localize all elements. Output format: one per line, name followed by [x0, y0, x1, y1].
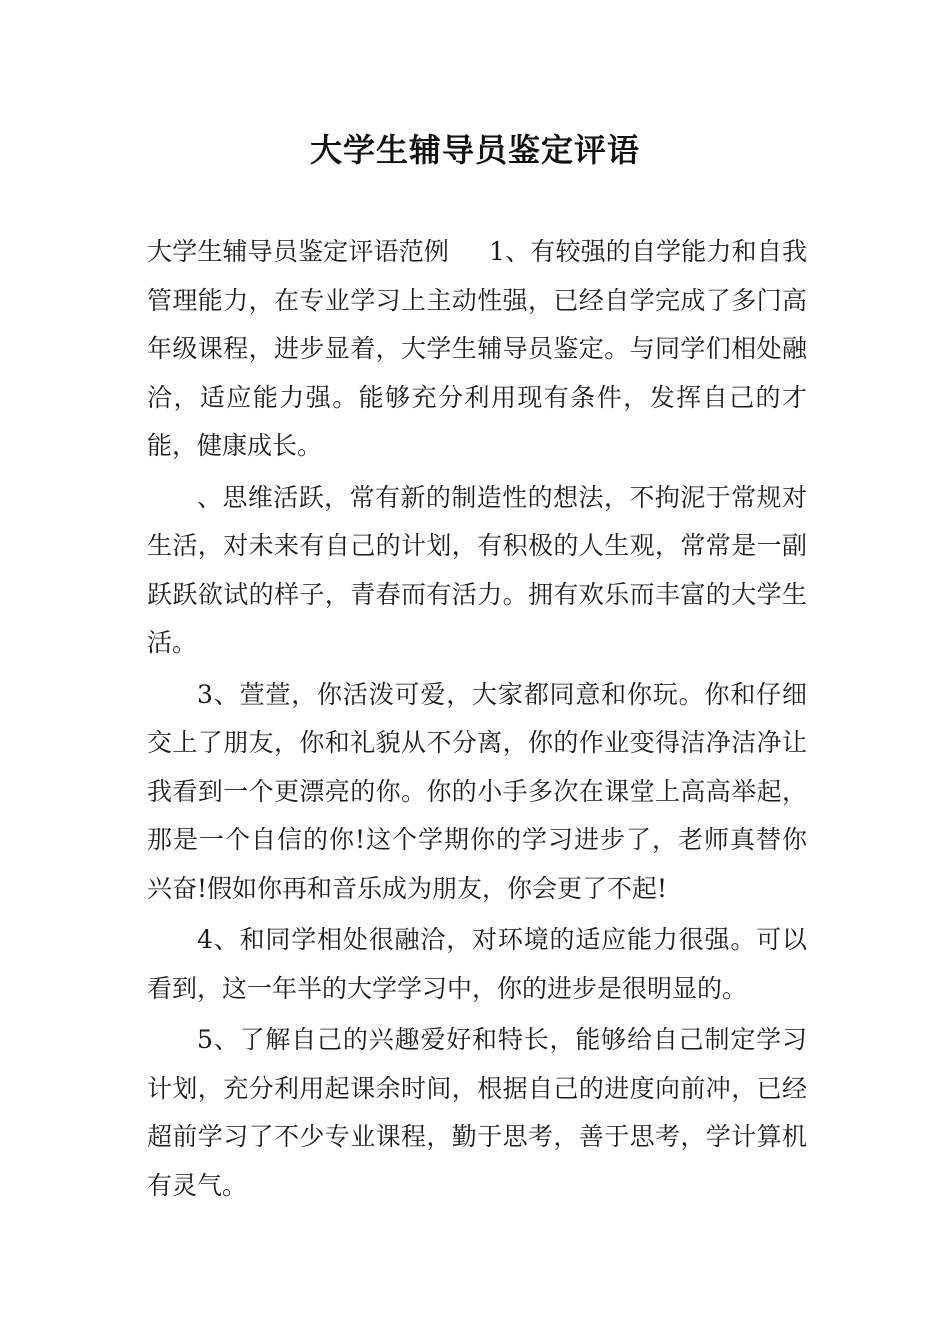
paragraph-4: 4、和同学相处很融洽，对环境的适应能力很强。可以看到，这一年半的大学学习中，你的进步是很明显的。 [147, 925, 807, 1003]
paragraph-1 [147, 228, 807, 471]
paragraph-lead: 大学生辅导员鉴定评语范例 [147, 237, 450, 266]
document-title: 大学生辅导员鉴定评语 [309, 131, 640, 169]
paragraph-5: 5、了解自己的兴趣爱好和特长，能够给自己制定学习计划，充分利用起课余时间，根据自己的进度向前冲，已经超前学习了不少专业课程，勤于思考，善于思考，学计算机有灵气。 [147, 1025, 807, 1200]
paragraph-3: 3、萱萱，你活泼可爱，大家都同意和你玩。你和仔细交上了朋友，你和礼貌从不分离，你的作业变得洁净洁净让我看到一个更漂亮的你。你的小手多次在课堂上高高举起，那是一个自信的你!这个学期你的学习进步了，老师真替你兴奋!假如你再和音乐成为朋友，你会更了不起! [147, 679, 807, 903]
paragraph-2: 、思维活跃，常有新的制造性的想法，不拘泥于常规对生活，对未来有自己的计划，有积极的人生观，常常是一副跃跃欲试的样子，青春而有活力。拥有欢乐而丰富的大学生活。 [147, 482, 807, 657]
paragraph-text: 1、有较强的自学能力和自我管理能力，在专业学习上主动性强，已经自学完成了多门高年级课程，进步显着，大学生辅导员鉴定。与同学们相处融洽，适应能力强。能够充分利用现有条件，发挥自己的才能，健康成长。 [147, 237, 807, 460]
document-body [147, 228, 807, 1213]
